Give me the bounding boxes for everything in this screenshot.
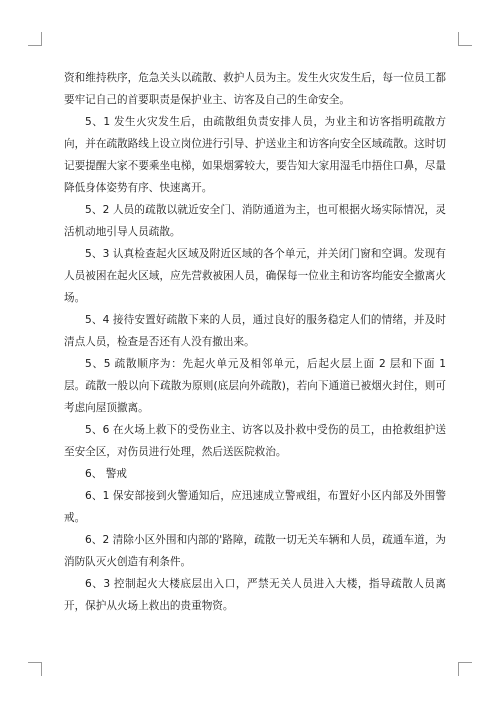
- paragraph-5-1: 5、1 发生火灾发生后，由疏散组负责安排人员，为业主和访客指明疏散方向，并在疏散路线上设立岗位进行引导、护送业主和访客向安全区域疏散。这时切记要提醒大家不要乘坐电梯，如果烟雾较大，要告知大家用湿毛巾捂住口鼻，尽量降低身体姿势有序、快速离开。: [64, 116, 446, 194]
- crop-mark-bottom-right: [458, 662, 472, 676]
- paragraph-6-1: 6、1 保安部接到火警通知后，应迅速成立警戒组，布置好小区内部及外围警戒。: [64, 490, 446, 524]
- paragraph-6-3: 6、3 控制起火大楼底层出入口，严禁无关人员进入大楼，指导疏散人员离开，保护从火场上救出的贵重物资。: [64, 578, 446, 612]
- paragraph-intro-continuation: 资和维持秩序，危急关头以疏散、救护人员为主。发生火灾发生后，每一位员工都要牢记自己的首要职责是保护业主、访客及自己的生命安全。: [64, 72, 446, 106]
- paragraph-5-2: 5、2 人员的疏散以就近安全门、消防通道为主，也可根据火场实际情况，灵活机动地引导人员疏散。: [64, 204, 446, 238]
- section-heading-6: 6、 警戒: [85, 468, 127, 480]
- paragraph-5-5: 5、5 疏散顺序为：先起火单元及相邻单元，后起火层上面 2 层和下面 1 层。疏散一般以向下疏散为原则(底层向外疏散)，若向下通道已被烟火封住，则可考虑向屋顶撤离。: [64, 358, 446, 414]
- paragraph-5-4: 5、4 接待安置好疏散下来的人员，通过良好的服务稳定人们的情绪，并及时清点人员，检查是否还有人没有撤出来。: [64, 314, 446, 348]
- paragraph-6-2: 6、2 清除小区外围和内部的'路障，疏散一切无关车辆和人员，疏通车道，为消防队灭火创造有利条件。: [64, 534, 446, 568]
- paragraph-5-6: 5、6 在火场上救下的受伤业主、访客以及扑救中受伤的员工，由抢救组护送至安全区，对伤员进行处理，然后送医院救治。: [64, 424, 446, 458]
- crop-mark-top-left: [28, 32, 42, 46]
- crop-mark-bottom-left: [28, 662, 42, 676]
- document-body: [64, 67, 446, 617]
- crop-mark-top-right: [458, 32, 472, 46]
- paragraph-5-3: 5、3 认真检查起火区域及附近区域的各个单元，并关闭门窗和空调。发现有人员被困在起火区域，应先营救被困人员，确保每一位业主和访客均能安全撤离火场。: [64, 248, 446, 304]
